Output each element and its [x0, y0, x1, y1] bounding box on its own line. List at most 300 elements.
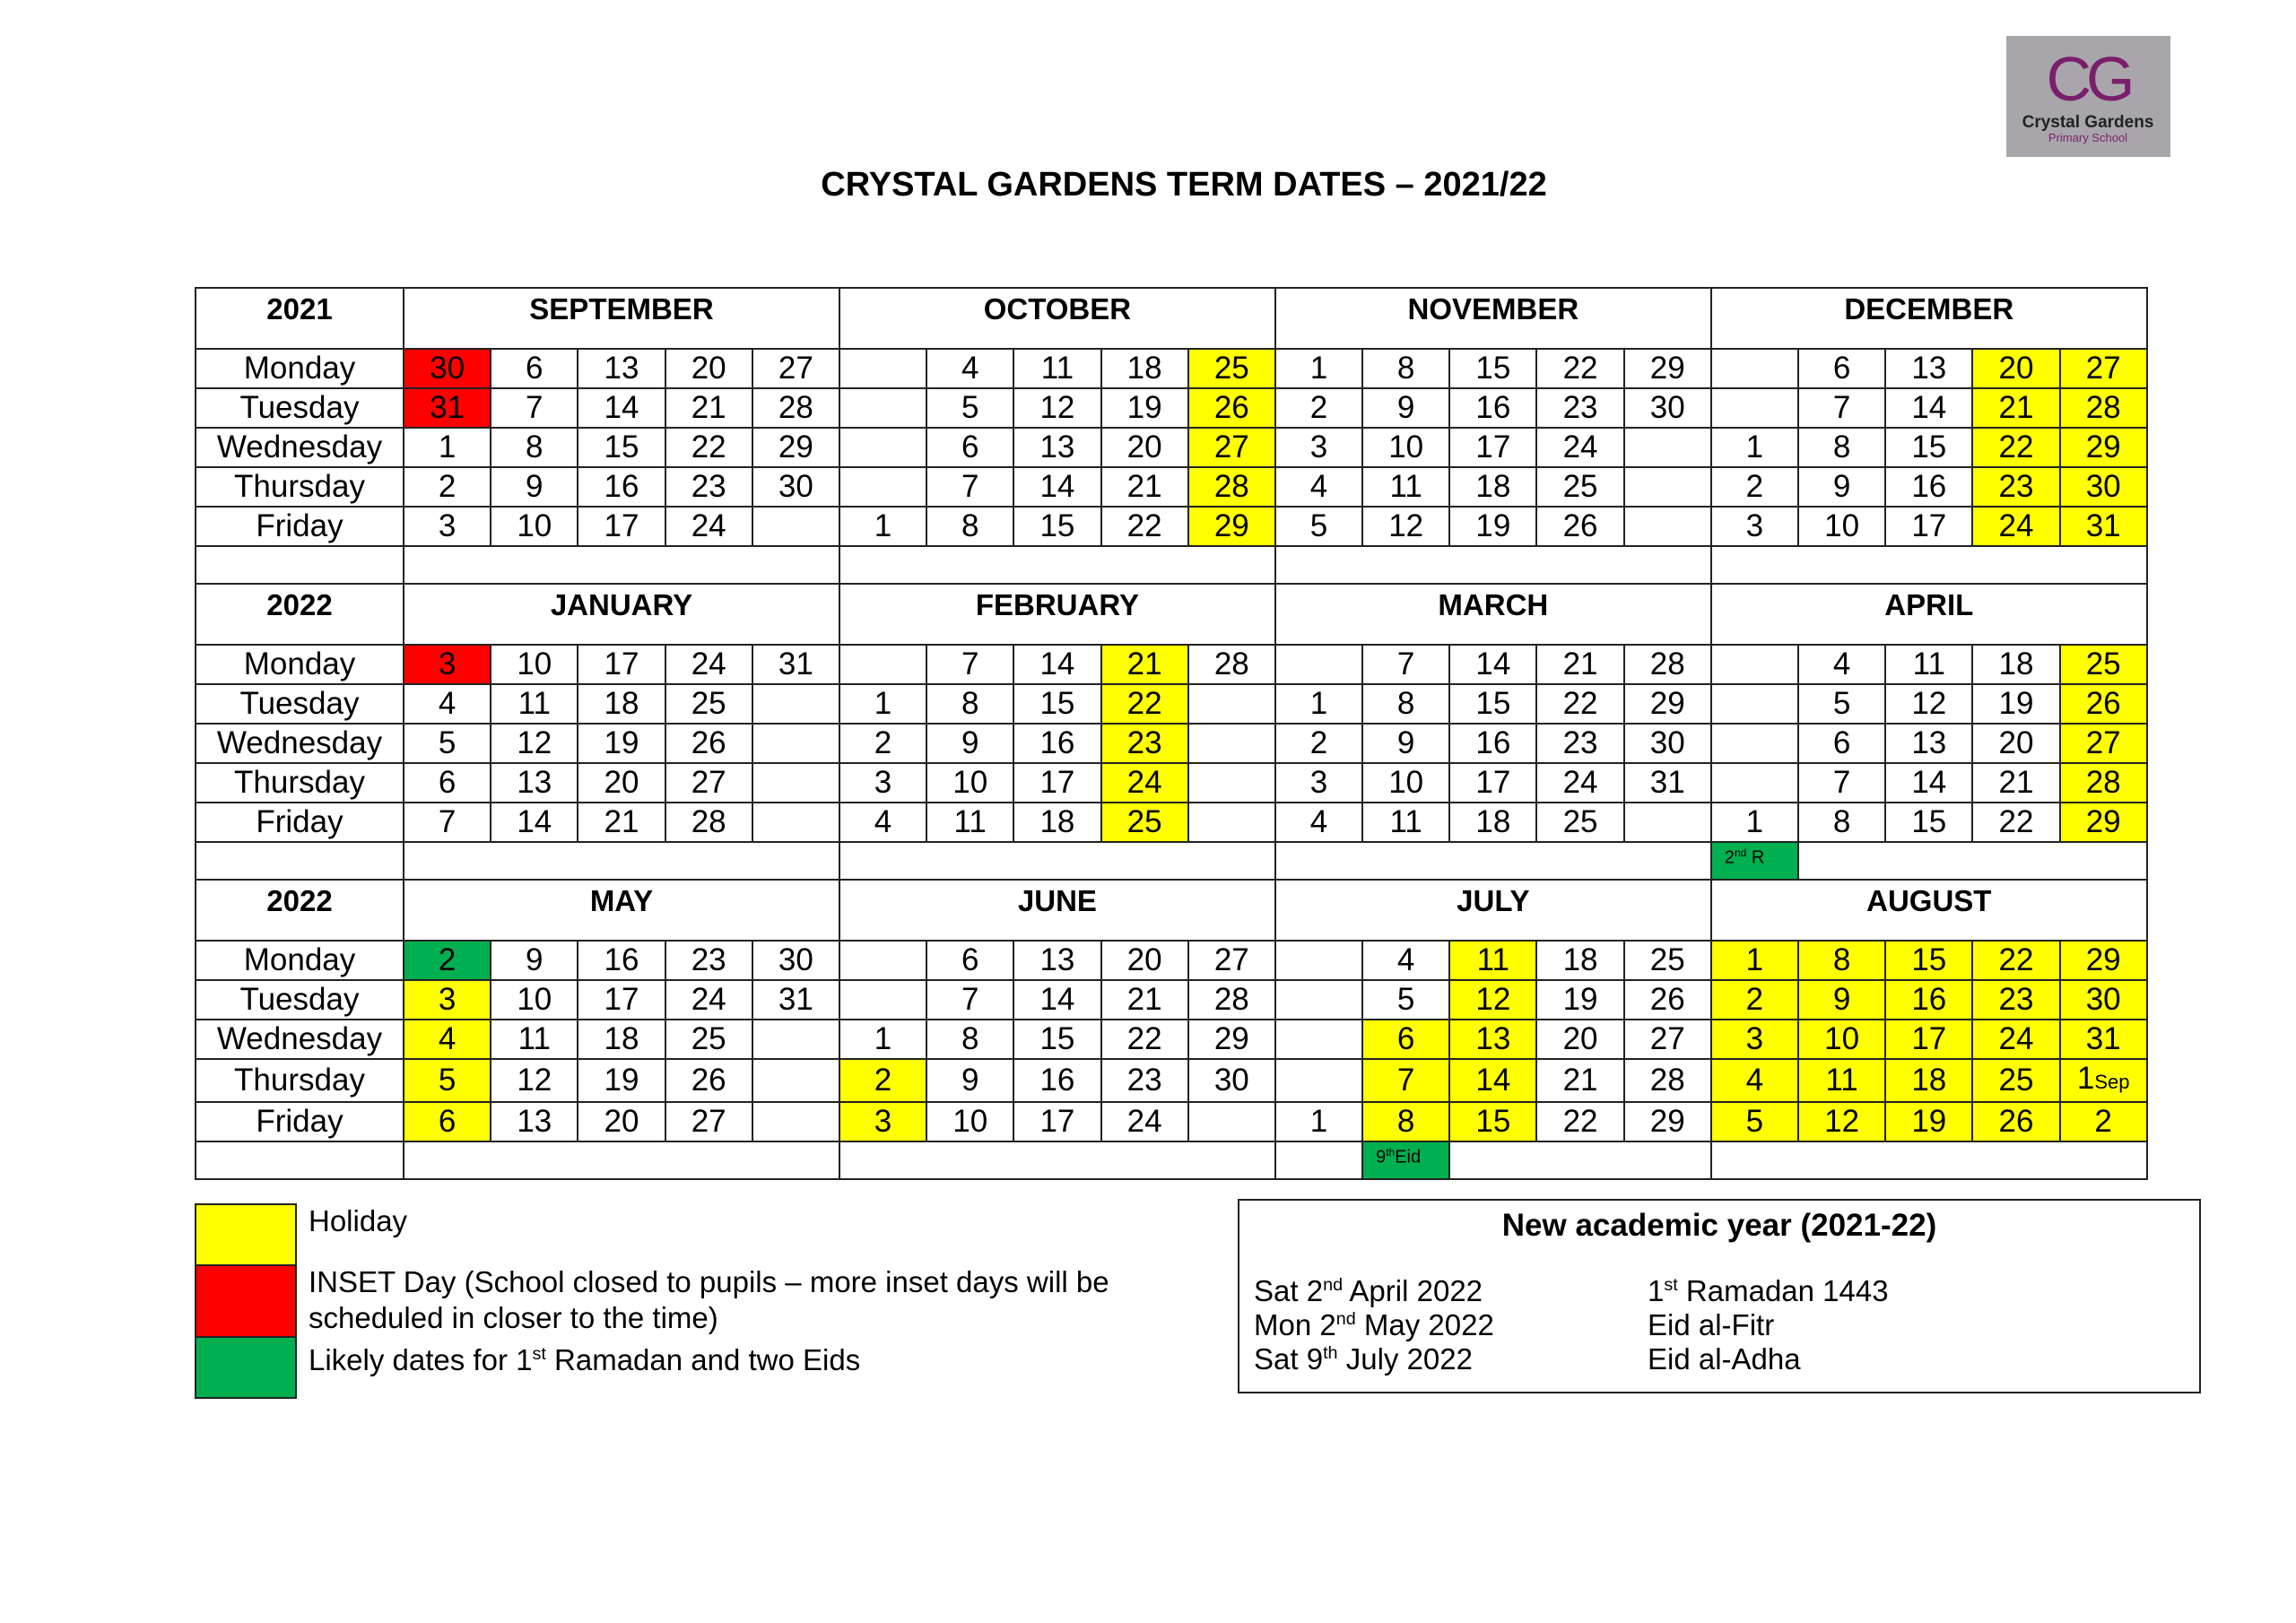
day-row [196, 684, 2147, 724]
date-number: 27 [2085, 725, 2121, 760]
date-cell [578, 1059, 665, 1102]
date-number: 8 [1396, 1104, 1415, 1139]
date-number: 5 [1396, 982, 1415, 1017]
date-number: 13 [1039, 942, 1075, 977]
date-number: 4 [1396, 942, 1415, 977]
date-number: 10 [1388, 765, 1424, 800]
date-number: 26 [1213, 390, 1249, 425]
date-number: 8 [526, 430, 544, 464]
date-cell [926, 388, 1013, 428]
date-cell [404, 467, 491, 507]
date-number: 22 [1998, 430, 2034, 464]
month-header-row [196, 288, 2147, 349]
date-cell [1536, 507, 1623, 546]
date-cell [1624, 803, 1711, 842]
day-row [196, 388, 2147, 428]
date-cell [1885, 349, 1972, 388]
date-number: 5 [438, 1063, 457, 1098]
date-number: 21 [1126, 647, 1162, 681]
date-cell [1188, 724, 1275, 763]
date-number: 1 [1309, 351, 1328, 386]
date-number: 23 [691, 469, 726, 504]
date-number: 9 [961, 725, 979, 760]
date-cell [1885, 645, 1972, 684]
date-number: 19 [1475, 508, 1511, 543]
date-number: 26 [1649, 982, 1685, 1017]
date-cell [1013, 941, 1100, 980]
date-cell [1536, 388, 1623, 428]
date-number: 3 [1745, 1021, 1764, 1056]
date-cell [1362, 1059, 1449, 1102]
date-cell [839, 684, 926, 724]
date-cell [1624, 1102, 1711, 1141]
date-cell [1101, 349, 1188, 388]
day-row [196, 763, 2147, 803]
spacer-cell [839, 546, 1275, 584]
date-number: 15 [1911, 430, 1947, 464]
date-number: 7 [1396, 1063, 1415, 1098]
date-number: 22 [691, 430, 726, 464]
date-cell [578, 980, 665, 1020]
date-number: 9 [1396, 725, 1415, 760]
date-cell [1188, 1020, 1275, 1059]
academic-year-info-box [1238, 1199, 2201, 1393]
date-number: 18 [1562, 942, 1598, 977]
year-label: 2022 [196, 584, 404, 645]
date-cell [1885, 428, 1972, 467]
date-number: 20 [604, 1104, 639, 1139]
date-cell [578, 428, 665, 467]
date-cell [404, 428, 491, 467]
date-cell [665, 724, 752, 763]
date-cell [1536, 941, 1623, 980]
date-cell [1362, 467, 1449, 507]
date-cell [1885, 467, 1972, 507]
date-cell [1449, 1020, 1536, 1059]
date-cell [665, 467, 752, 507]
date-cell [1188, 941, 1275, 980]
date-number: 1 [438, 430, 457, 464]
date-number: 27 [1649, 1021, 1685, 1056]
date-number: 25 [1213, 351, 1249, 386]
date-cell [1624, 763, 1711, 803]
date-cell [752, 428, 839, 467]
date-cell [1798, 645, 1885, 684]
date-number: 26 [1998, 1104, 2034, 1139]
date-cell [839, 507, 926, 546]
date-cell [926, 467, 1013, 507]
date-number: 6 [438, 765, 457, 800]
date-number: 2 [2094, 1104, 2112, 1139]
date-cell [1711, 1020, 1798, 1059]
date-number: 28 [1213, 469, 1249, 504]
date-number: 27 [2085, 351, 2121, 386]
date-cell [404, 1102, 491, 1141]
date-number: 4 [874, 804, 892, 839]
date-number: 30 [1213, 1063, 1249, 1098]
date-cell [1798, 1020, 1885, 1059]
date-cell [1101, 467, 1188, 507]
date-cell [1362, 428, 1449, 467]
date-cell [665, 803, 752, 842]
date-cell [839, 428, 926, 467]
date-number: 17 [1039, 1104, 1075, 1139]
date-number: 29 [1649, 351, 1685, 386]
date-number: 27 [1213, 430, 1249, 464]
date-number: 12 [1039, 390, 1075, 425]
date-number: 20 [604, 765, 639, 800]
date-number: 17 [604, 508, 639, 543]
date-number: 3 [438, 982, 457, 1017]
date-number: 14 [517, 804, 552, 839]
date-number: 28 [778, 390, 813, 425]
date-number: 19 [604, 725, 639, 760]
date-cell [1188, 1102, 1275, 1141]
date-cell [926, 1059, 1013, 1102]
date-number: 12 [1824, 1104, 1860, 1139]
date-cell [1275, 684, 1362, 724]
date-cell [1798, 467, 1885, 507]
date-number: 14 [1039, 647, 1075, 681]
date-cell [1624, 941, 1711, 980]
date-number: 18 [1911, 1063, 1947, 1098]
date-number: 8 [1396, 351, 1415, 386]
spacer-cell [1449, 1141, 1711, 1179]
date-cell [1362, 507, 1449, 546]
date-cell [404, 645, 491, 684]
date-cell [1711, 980, 1798, 1020]
date-number: 9 [961, 1063, 979, 1098]
month-name: DECEMBER [1711, 288, 2147, 349]
date-number: 5 [1832, 686, 1851, 721]
spacer-cell [404, 1141, 839, 1179]
date-cell [578, 467, 665, 507]
date-cell [1188, 763, 1275, 803]
date-cell [665, 941, 752, 980]
date-number: 31 [1649, 765, 1685, 800]
date-cell [1188, 388, 1275, 428]
date-cell [1188, 507, 1275, 546]
date-number: 23 [1998, 982, 2034, 1017]
date-cell [1711, 803, 1798, 842]
date-number: 11 [1912, 647, 1945, 681]
date-cell [491, 941, 578, 980]
date-number: 27 [778, 351, 813, 386]
date-cell [1798, 980, 1885, 1020]
date-number: 26 [691, 725, 726, 760]
date-number: 10 [1824, 1021, 1860, 1056]
date-cell [1711, 388, 1798, 428]
date-cell [2060, 1059, 2147, 1102]
date-cell [1275, 724, 1362, 763]
month-name: JANUARY [404, 584, 839, 645]
date-cell [665, 1059, 752, 1102]
date-cell [578, 684, 665, 724]
date-number: 17 [604, 647, 639, 681]
date-number: 11 [1825, 1063, 1858, 1098]
date-cell [839, 980, 926, 1020]
date-number: 27 [1213, 942, 1249, 977]
date-number: 29 [778, 430, 813, 464]
date-number: 8 [1396, 686, 1415, 721]
date-number: 17 [1475, 430, 1511, 464]
date-number: 9 [1396, 390, 1415, 425]
date-number: 7 [526, 390, 544, 425]
date-number: 30 [778, 942, 813, 977]
date-number: 2 [438, 942, 457, 977]
date-cell [1972, 428, 2059, 467]
date-cell [1449, 724, 1536, 763]
date-number: 16 [1911, 469, 1947, 504]
date-number: 17 [1911, 1021, 1947, 1056]
date-cell [1449, 763, 1536, 803]
date-number: 26 [1562, 508, 1598, 543]
date-cell [2060, 724, 2147, 763]
day-row [196, 507, 2147, 546]
spacer-row [196, 546, 2147, 584]
date-number: 12 [1475, 982, 1511, 1017]
spacer-row [196, 842, 2147, 880]
date-cell [1449, 349, 1536, 388]
date-cell [1449, 388, 1536, 428]
date-cell [1798, 724, 1885, 763]
date-cell [1972, 1059, 2059, 1102]
date-number: 8 [1832, 942, 1851, 977]
info-event: Eid al-Adha [1648, 1342, 1801, 1376]
legend-holiday-label: Holiday [309, 1204, 408, 1237]
date-cell [752, 684, 839, 724]
date-number: 7 [961, 647, 979, 681]
date-cell [404, 763, 491, 803]
date-cell [1798, 1102, 1885, 1141]
marker-suffix: th [1386, 1146, 1396, 1159]
date-cell [1972, 645, 2059, 684]
date-cell [1536, 803, 1623, 842]
legend-eid-swatch [195, 1336, 297, 1399]
date-cell [926, 507, 1013, 546]
date-cell [1188, 428, 1275, 467]
date-cell [665, 763, 752, 803]
date-cell [926, 349, 1013, 388]
date-cell [491, 467, 578, 507]
date-cell [1188, 349, 1275, 388]
date-cell [1101, 428, 1188, 467]
date-number: 11 [517, 686, 551, 721]
month-name: OCTOBER [839, 288, 1275, 349]
date-number: 20 [1998, 351, 2034, 386]
date-cell [491, 428, 578, 467]
date-cell [2060, 349, 2147, 388]
date-cell [1798, 428, 1885, 467]
date-cell [1624, 724, 1711, 763]
date-number: 28 [691, 804, 726, 839]
date-number: 24 [1562, 430, 1598, 464]
day-row [196, 803, 2147, 842]
day-name: Tuesday [196, 980, 404, 1020]
date-cell [839, 388, 926, 428]
date-number: 10 [952, 1104, 988, 1139]
date-cell [578, 507, 665, 546]
date-number: 22 [1562, 686, 1598, 721]
date-number: 14 [1039, 982, 1075, 1017]
date-cell [491, 1102, 578, 1141]
date-number: 20 [1998, 725, 2034, 760]
date-cell [491, 684, 578, 724]
date-cell [1101, 724, 1188, 763]
date-number: 11 [1476, 942, 1510, 977]
date-number: 11 [1389, 469, 1422, 504]
date-cell [1798, 388, 1885, 428]
date-number: 1 [1745, 804, 1764, 839]
date-cell [1972, 1102, 2059, 1141]
date-cell [1362, 684, 1449, 724]
date-cell [1711, 467, 1798, 507]
day-row [196, 645, 2147, 684]
date-number: 7 [961, 982, 979, 1017]
date-cell [1711, 428, 1798, 467]
date-cell [404, 684, 491, 724]
date-number: 9 [1832, 469, 1851, 504]
date-cell [1362, 388, 1449, 428]
date-cell [2060, 507, 2147, 546]
spacer-cell [1798, 842, 2147, 880]
date-number: 28 [1649, 1063, 1685, 1098]
date-cell [578, 1102, 665, 1141]
spacer-cell [839, 842, 1275, 880]
date-cell [1275, 428, 1362, 467]
logo-name: Crystal Gardens [2022, 113, 2154, 132]
date-cell [1885, 1059, 1972, 1102]
date-cell [2060, 1102, 2147, 1141]
date-number: 19 [1911, 1104, 1947, 1139]
date-cell [1101, 941, 1188, 980]
date-month-suffix: Sep [2094, 1071, 2130, 1093]
date-cell [1449, 941, 1536, 980]
date-cell [1536, 645, 1623, 684]
date-number: 16 [1911, 982, 1947, 1017]
spacer-cell [404, 842, 839, 880]
date-cell [1711, 684, 1798, 724]
date-number: 23 [1998, 469, 2034, 504]
date-cell [1449, 645, 1536, 684]
date-number: 22 [1126, 1021, 1162, 1056]
month-header-row [196, 880, 2147, 941]
date-cell [1536, 467, 1623, 507]
date-number: 17 [1475, 765, 1511, 800]
date-cell [2060, 428, 2147, 467]
day-name: Wednesday [196, 1020, 404, 1059]
date-cell [1188, 684, 1275, 724]
date-cell [839, 349, 926, 388]
date-cell [1101, 763, 1188, 803]
date-number: 22 [1126, 686, 1162, 721]
date-number: 14 [604, 390, 639, 425]
date-cell [752, 388, 839, 428]
date-number: 13 [1911, 351, 1947, 386]
date-number: 6 [526, 351, 544, 386]
date-cell [1013, 1102, 1100, 1141]
date-cell [839, 1020, 926, 1059]
date-cell [752, 1059, 839, 1102]
date-cell [1536, 684, 1623, 724]
date-cell [578, 645, 665, 684]
date-number: 24 [1998, 508, 2034, 543]
date-cell [926, 1102, 1013, 1141]
date-number: 26 [691, 1063, 726, 1098]
date-number: 7 [1396, 647, 1415, 681]
date-cell [491, 980, 578, 1020]
date-number: 15 [1475, 1104, 1511, 1139]
date-cell [404, 1020, 491, 1059]
date-number: 28 [1649, 647, 1685, 681]
date-cell [491, 388, 578, 428]
date-cell [665, 684, 752, 724]
date-number: 6 [961, 430, 979, 464]
date-cell [578, 941, 665, 980]
day-name: Tuesday [196, 388, 404, 428]
day-name: Thursday [196, 1059, 404, 1102]
date-cell [665, 388, 752, 428]
date-cell [1275, 1059, 1362, 1102]
day-name: Monday [196, 941, 404, 980]
date-cell [1711, 724, 1798, 763]
date-cell [1013, 1020, 1100, 1059]
date-number: 7 [1832, 765, 1851, 800]
date-number: 29 [1213, 508, 1249, 543]
month-name: MAY [404, 880, 839, 941]
date-cell [1275, 763, 1362, 803]
date-number: 21 [1562, 647, 1598, 681]
legend-holiday-swatch [195, 1203, 297, 1266]
day-row [196, 349, 2147, 388]
date-cell [1972, 980, 2059, 1020]
date-number: 18 [604, 686, 639, 721]
date-number: 30 [1649, 390, 1685, 425]
info-date: Mon 2nd May 2022 [1254, 1308, 1494, 1341]
date-number: 12 [1388, 508, 1424, 543]
date-cell [1101, 1102, 1188, 1141]
date-cell [1624, 1059, 1711, 1102]
spacer-cell [1275, 1141, 1362, 1179]
date-cell [1711, 349, 1798, 388]
date-cell [926, 763, 1013, 803]
day-name: Friday [196, 507, 404, 546]
date-number: 25 [691, 1021, 726, 1056]
date-cell [1449, 428, 1536, 467]
date-cell [1624, 507, 1711, 546]
day-row [196, 941, 2147, 980]
date-cell [1101, 507, 1188, 546]
spacer-cell [1711, 546, 2147, 584]
date-cell [491, 763, 578, 803]
date-cell [1013, 428, 1100, 467]
date-cell [1013, 388, 1100, 428]
date-number: 29 [2085, 804, 2121, 839]
date-cell [1449, 1059, 1536, 1102]
date-number: 24 [1126, 765, 1162, 800]
date-cell [1536, 428, 1623, 467]
date-cell [1101, 803, 1188, 842]
date-cell [2060, 467, 2147, 507]
date-cell [1275, 980, 1362, 1020]
date-number: 23 [691, 942, 726, 977]
date-cell [1711, 941, 1798, 980]
date-cell [1101, 980, 1188, 1020]
date-number: 30 [778, 469, 813, 504]
date-cell [752, 1020, 839, 1059]
date-cell [1536, 1020, 1623, 1059]
date-cell [1798, 684, 1885, 724]
